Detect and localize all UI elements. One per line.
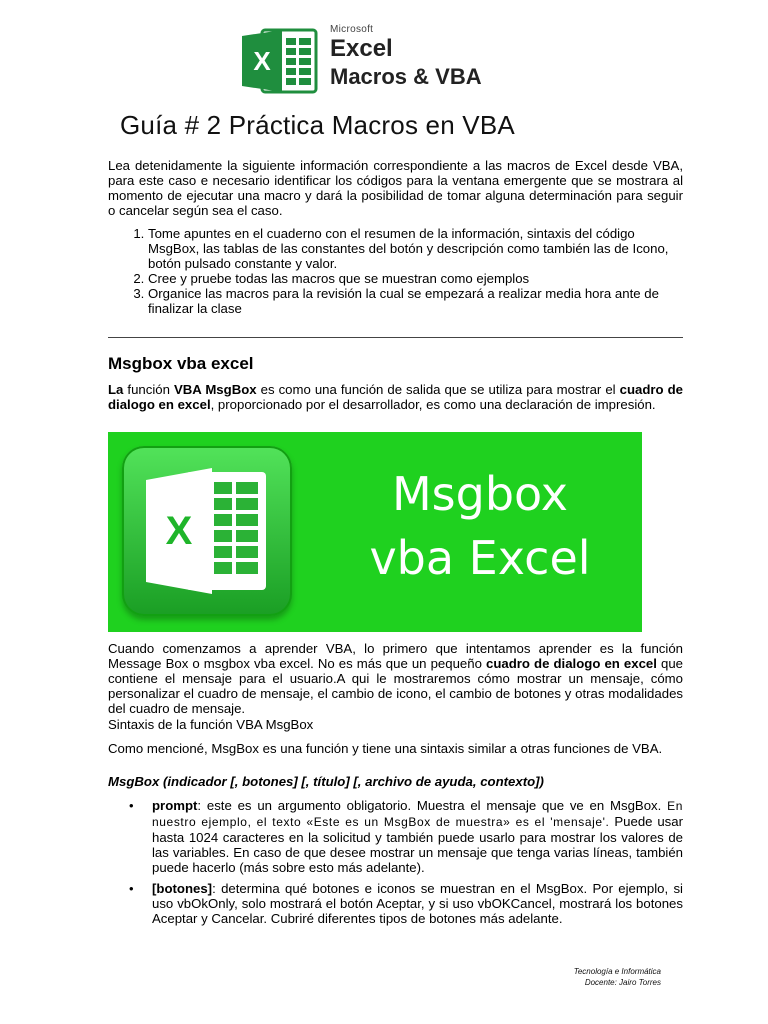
task-item: 2. Cree y pruebe todas las macros que se muestran como ejemplos bbox=[148, 271, 683, 286]
syntax-heading: Sintaxis de la función VBA MsgBox bbox=[108, 717, 314, 732]
banner-excel-tile bbox=[122, 446, 292, 616]
text-span: Puede usar hasta 1024 caracteres en la solicitud y también puede usarlo para mostrar los valores de las variables. En caso de que desee mostrar un mensaje que tenga varias líneas, también puede hacerlo (más sobre esto más adelante). bbox=[152, 814, 683, 875]
text-span: que contiene el mensaje para el usuario.A qui le mostraremos cómo mostrar un mensaje, cómo personalizar el cuadro de mensaje, el cambio de icono, el cambio de botones y otras modalidades del cuadro de mensaje. bbox=[108, 656, 683, 716]
task-list bbox=[108, 226, 683, 316]
argument-term: [botones] bbox=[152, 881, 213, 896]
text-bold: cuadro de dialogo en excel bbox=[108, 382, 683, 412]
msgbox-definition-paragraph bbox=[108, 382, 683, 412]
msgbox-intro-paragraph bbox=[108, 641, 683, 716]
list-item bbox=[129, 881, 683, 926]
bullet-icon: • bbox=[129, 798, 134, 813]
logo-subtitle: Macros & VBA bbox=[330, 64, 482, 89]
text-bold: VBA MsgBox bbox=[173, 382, 257, 397]
syntax-description: Como mencioné, MsgBox es una función y tiene una sintaxis similar a otras funciones de VBA. bbox=[108, 741, 663, 756]
banner-line-1: Msgbox bbox=[391, 467, 568, 521]
banner-excel-icon bbox=[122, 446, 292, 616]
text-span: es como una función de salida que se utiliza para mostrar el bbox=[256, 382, 620, 397]
text-bold: La bbox=[108, 382, 124, 397]
text-bold: cuadro de dialogo en excel bbox=[486, 656, 657, 671]
logo-brand: Microsoft bbox=[330, 24, 374, 35]
page-footer bbox=[574, 966, 661, 988]
banner-line-2: vba Excel bbox=[369, 531, 591, 585]
excel-macros-logo bbox=[228, 12, 500, 108]
text-span: , proporcionado por el desarrollador, es como una declaración de impresión. bbox=[210, 397, 656, 412]
syntax-line: MsgBox (indicador [, botones] [, título] [, archivo de ayuda, contexto]) bbox=[108, 774, 544, 789]
footer-line-1: Tecnología e Informática bbox=[573, 967, 661, 976]
section-heading: Msgbox vba excel bbox=[108, 354, 254, 373]
bullet-icon: • bbox=[129, 881, 134, 896]
argument-term: prompt bbox=[152, 798, 198, 813]
intro-paragraph: Lea detenidamente la siguiente información correspondiente a las macros de Excel desde VBA, para este caso e necesario identificar los códigos para la ventana emergente que se mostrara al momento de ejecutar una macro y dará la posibilidad de tomar alguna determinación para seguir o cancelar según sea el caso. bbox=[108, 158, 683, 218]
text-span: : determina qué botones e iconos se muestran en el MsgBox. Por ejemplo, si uso vbOkOnly, solo mostrará el botón Aceptar, y si uso vbOKCancel, mostrará los botones Aceptar y Cancelar. Cubriré diferentes tipos de botones más adelante. bbox=[152, 881, 683, 926]
argument-list bbox=[108, 798, 683, 932]
footer-line-2: Docente: Jairo Torres bbox=[584, 978, 661, 987]
page-title: Guía # 2 Práctica Macros en VBA bbox=[120, 110, 515, 140]
msgbox-banner-image bbox=[108, 432, 642, 632]
logo-product: Excel bbox=[330, 35, 393, 62]
text-span: Cuando comenzamos a aprender VBA, lo primero que intentamos aprender es la función Message Box o msgbox vba excel. No es más que un pequeño bbox=[108, 641, 683, 671]
excel-logo-letter: X bbox=[253, 46, 271, 76]
text-span: función bbox=[123, 382, 174, 397]
banner-title bbox=[330, 462, 630, 590]
task-item: 1. Tome apuntes en el cuaderno con el resumen de la información, sintaxis del código MsgBox, las tablas de las constantes del botón y descripción como también las de Icono, botón pulsado constante y valor. bbox=[148, 226, 683, 271]
excel-logo-icon bbox=[240, 28, 318, 94]
list-item bbox=[129, 798, 683, 875]
text-span: : este es un argumento obligatorio. Muestra el mensaje que ve en MsgBox. bbox=[197, 798, 668, 813]
task-item: 3. Organice las macros para la revisión la cual se empezará a realizar media hora ante de finalizar la clase bbox=[148, 286, 683, 316]
example-text: En nuestro ejemplo, el texto «Este es un MsgBox de muestra» es el 'mensaje'. bbox=[152, 799, 683, 829]
section-divider bbox=[108, 337, 683, 338]
banner-excel-letter: X bbox=[165, 509, 193, 553]
